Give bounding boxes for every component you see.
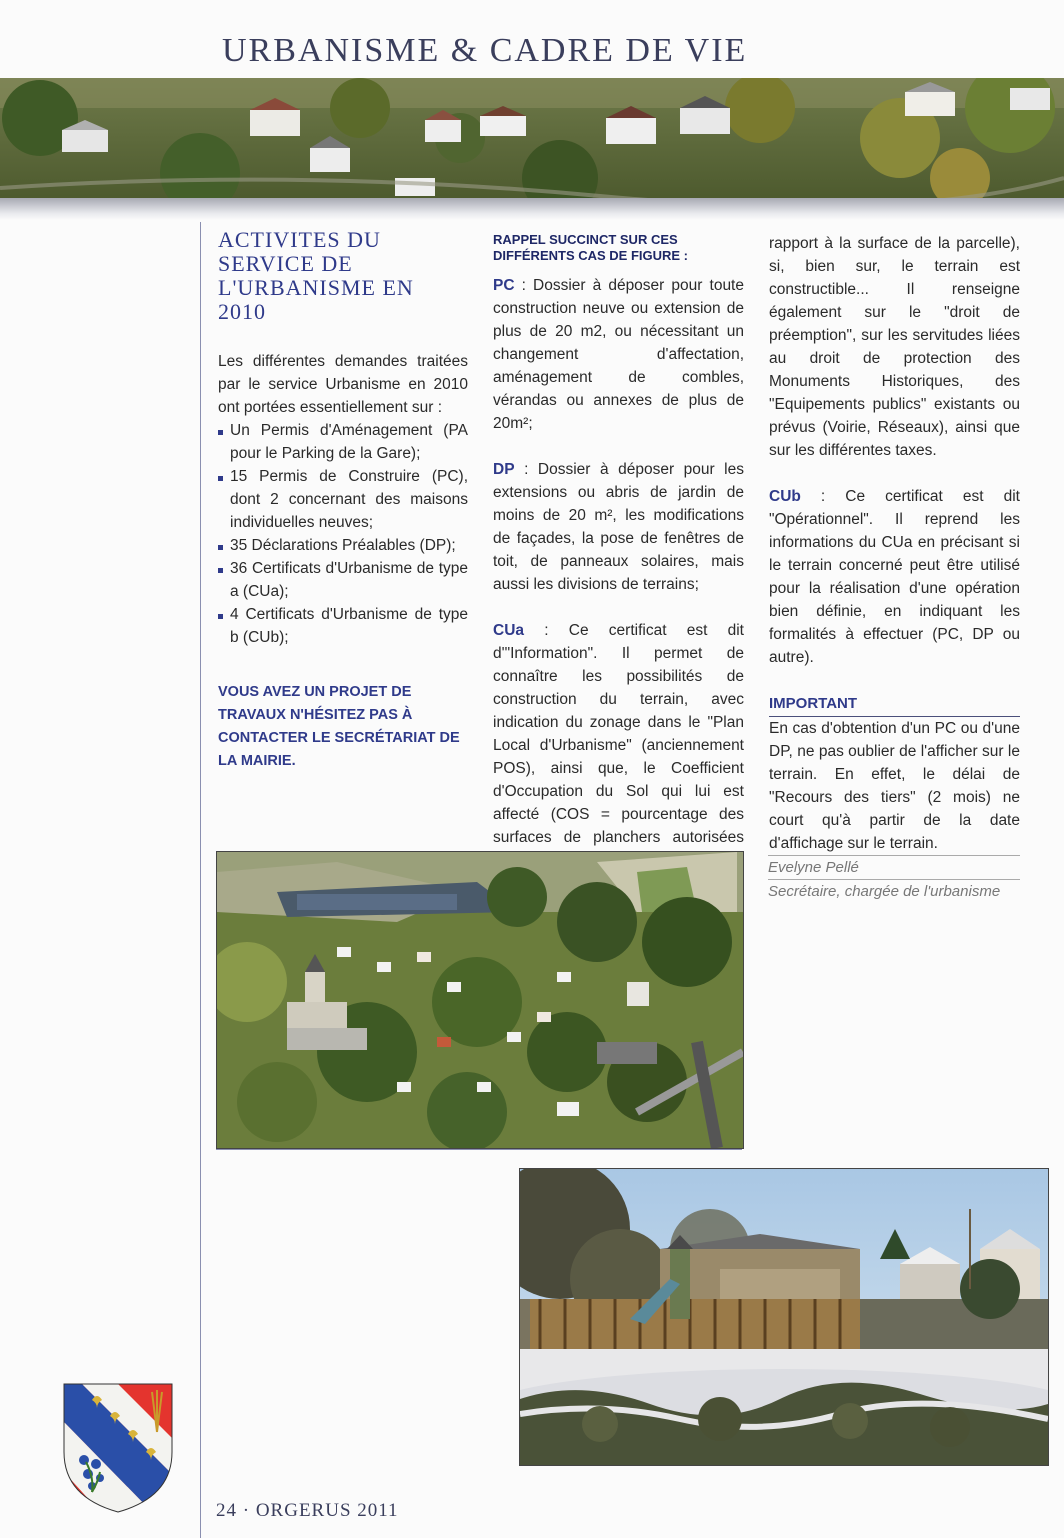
column-3 [769,232,1020,855]
banner-aerial-photo [0,78,1064,200]
pc-term: PC [493,277,515,294]
contact-callout: VOUS AVEZ UN PROJET DE TRAVAUX N'HÉSITEZ PAS À CONTACTER LE SECRÉTARIAT DE LA MAIRIE. [218,684,460,769]
cub-term: CUb [769,488,801,505]
signature-role: Secrétaire, chargée de l'urbanisme [768,879,1020,903]
bullet-square-icon [218,476,223,481]
section-heading: ACTIVITES DU SERVICE DE L'URBANISME EN 2010 [218,227,414,324]
dp-term: DP [493,461,515,478]
intro-paragraph: Les différentes demandes traitées par le service Urbanisme en 2010 ont portées essentiellement sur : [218,353,468,416]
playground-photo [519,1168,1049,1466]
aerial-village-photo [216,851,744,1149]
dp-paragraph: DP : Dossier à déposer pour les extensions ou abris de jardin de moins de 20 m², les modifications de façades, la pose de fenêtres de toit, de panneaux solaires, mais aussi les divisions de terrains; [493,461,744,593]
important-heading: IMPORTANT [769,692,1020,717]
column-2 [493,232,744,872]
list-item: Un Permis d'Aménagement (PA pour le Parking de la Gare); [218,419,468,465]
cua-continuation: rapport à la surface de la parcelle), si, bien sur, le terrain est constructible... Il renseigne également sur le "droit de préemption", sur les servitudes liées au droit de protection des Monuments Historiques, des "Equipements publics" existants ou prévus (Voirie, Réseaux), ainsi que sur les différentes taxes. [769,235,1020,459]
page-title: URBANISME & CADRE DE VIE [222,32,748,69]
list-item: 4 Certificats d'Urbanisme de type b (CUb); [218,603,468,649]
vertical-rule [200,222,201,1538]
list-item: 36 Certificats d'Urbanisme de type a (CUa); [218,557,468,603]
cua-paragraph: CUa : Ce certificat est dit d'"Information". Il permet de connaître les possibilités de construction du terrain, avec indication du zonage dans le "Plan Local d'Urbanisme" (anciennement POS), ainsi que, le Coefficient d'Occupation du Sol qui lui est affecté (COS = pourcentage des surfaces de planchers autorisées [493,622,744,846]
cua-term: CUa [493,622,525,639]
recap-subheading: RAPPEL SUCCINCT SUR CES DIFFÉRENTS CAS DE FIGURE : [493,232,689,263]
bullet-square-icon [218,430,223,435]
banner-shadow [0,198,1064,220]
list-item: 35 Déclarations Préalables (DP); [218,534,468,557]
requests-list [218,419,468,649]
horizontal-rule [216,1149,742,1150]
signature-name: Evelyne Pellé [768,855,1020,879]
bullet-square-icon [218,568,223,573]
cub-paragraph: CUb : Ce certificat est dit "Opérationnel". Il reprend les informations du CUa en précisant si le terrain concerné peut être utilisé pour la réalisation d'une opération bien définie, en indiquant les formalités à effectuer (PC, DP ou autre). [769,488,1020,666]
column-1 [218,228,468,773]
bullet-square-icon [218,545,223,550]
signature [768,855,1020,903]
coat-of-arms-logo [62,1382,174,1514]
important-paragraph: En cas d'obtention d'un PC ou d'une DP, ne pas oublier de l'afficher sur le terrain. En effet, le délai de "Recours des tiers" (2 mois) ne court qu'à partir de la date d'affichage sur le terrain. [769,720,1020,852]
list-item: 15 Permis de Construire (PC), dont 2 concernant des maisons individuelles neuves; [218,465,468,534]
page-footer: 24 · ORGERUS 2011 [216,1500,399,1521]
bullet-square-icon [218,614,223,619]
pc-paragraph: PC : Dossier à déposer pour toute construction neuve ou extension de plus de 20 m2, ou nécessitant un changement d'affectation, aménagement de combles, vérandas ou annexes de plus de 20m²; [493,277,744,432]
